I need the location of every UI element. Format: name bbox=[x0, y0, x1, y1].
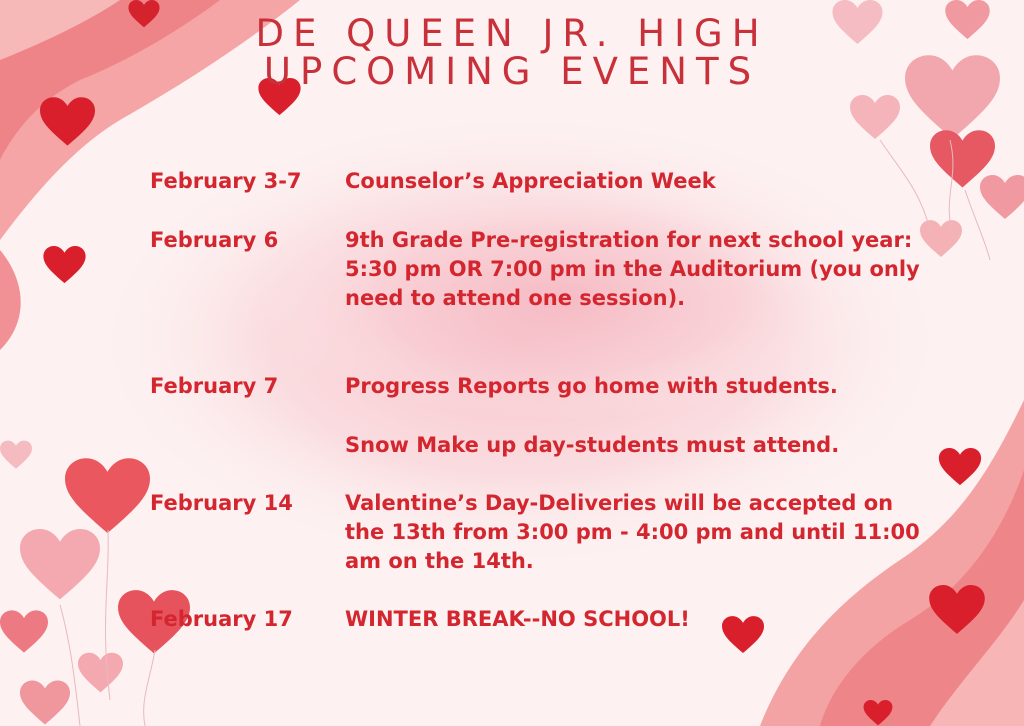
upcoming-events-heading: UPCOMING EVENTS bbox=[263, 50, 761, 93]
event-description: Progress Reports go home with students. bbox=[345, 374, 838, 398]
school-name-heading: DE QUEEN JR. HIGH bbox=[255, 12, 769, 55]
event-description: WINTER BREAK--NO SCHOOL! bbox=[345, 607, 690, 631]
event-date: February 14 bbox=[150, 491, 293, 515]
event-description: 9th Grade Pre-registration for next school year: 5:30 pm OR 7:00 pm in the Auditorium (you only need to attend one session). bbox=[345, 228, 920, 310]
event-date: February 3-7 bbox=[150, 169, 302, 193]
event-description: Counselor’s Appreciation Week bbox=[345, 169, 716, 193]
event-date: February 7 bbox=[150, 374, 279, 398]
event-description: Snow Make up day-students must attend. bbox=[345, 433, 840, 457]
event-date: February 6 bbox=[150, 228, 279, 252]
event-date: February 17 bbox=[150, 607, 293, 631]
event-description: Valentine’s Day-Deliveries will be accepted on the 13th from 3:00 pm - 4:00 pm and until 11:00 am on the 14th. bbox=[345, 491, 920, 573]
